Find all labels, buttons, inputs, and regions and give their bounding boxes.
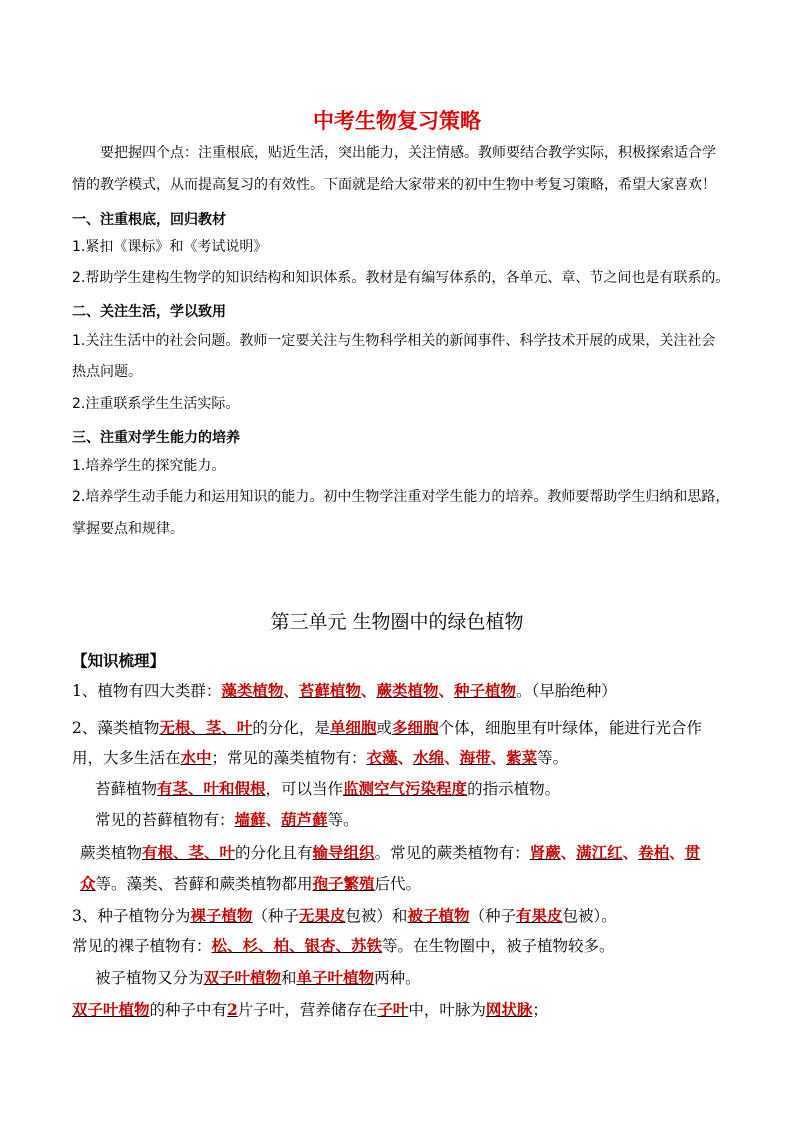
section-1-heading: 一、注重根底，回归教材	[72, 212, 226, 228]
section-2-heading: 二、关注生活，学以致用	[72, 304, 226, 320]
k3-line-3	[95, 966, 421, 988]
keyword: 无根、茎、叶	[159, 718, 253, 737]
text: 中，叶脉为	[408, 1001, 486, 1019]
keyword: 双子叶植物	[72, 1000, 150, 1019]
unit-title: 第三单元 生物圈中的绿色植物	[270, 611, 524, 633]
k3-prefix: 3、种子植物分为	[72, 907, 191, 925]
keyword: 水中	[180, 748, 212, 767]
text: 被子植物又分为	[95, 969, 204, 987]
keyword: 衣藻	[366, 748, 398, 767]
moss-line-1	[95, 777, 560, 799]
text: 包被）和	[345, 907, 408, 925]
keyword: 输导组织	[312, 843, 375, 862]
keyword: 多细胞	[391, 718, 439, 737]
text: 常见的裸子植物有：	[72, 937, 212, 955]
section-3-item-2-line-1: 2.培养学生动手能力和运用知识的能力。初中生物学注重对学生能力的培养。教师要帮助学生归纳和思路，	[72, 489, 730, 505]
text: 的指示植物。	[467, 780, 561, 798]
text: ；常见的藻类植物有：	[211, 749, 367, 767]
keyword: 苔藓植物	[298, 681, 361, 700]
separator: 、	[283, 681, 299, 700]
separator: 、	[622, 843, 639, 862]
text: 两种。	[374, 969, 421, 987]
keyword: 单细胞	[329, 718, 377, 737]
separator: 、	[490, 748, 507, 767]
text: 的分化且有	[235, 844, 313, 862]
fern-line-2	[80, 872, 421, 894]
section-2-item-1-line-2: 热点问题。	[72, 364, 142, 380]
text: 等。在生物圈中，被子植物较多。	[382, 937, 615, 955]
keyword: 2	[227, 1000, 238, 1019]
keyword: 裸子植物	[190, 906, 253, 925]
text: ；	[532, 1001, 548, 1019]
keyword: 肾蕨	[529, 843, 561, 862]
knowledge-heading: 【知识梳理】	[72, 651, 166, 670]
keyword: 被子植物	[407, 906, 470, 925]
text: 常见的苔藓植物有：	[95, 811, 235, 829]
k3-line-2	[72, 934, 615, 956]
text: 的种子中有	[149, 1001, 228, 1019]
keyword: 有茎、叶和假根	[157, 779, 266, 798]
k1-prefix: 1、植物有四大类群：	[72, 682, 222, 700]
text: （种子	[469, 907, 516, 925]
keyword: 子叶	[377, 1000, 409, 1019]
keyword: 藻类植物	[221, 681, 284, 700]
text: （种子	[252, 907, 299, 925]
text: 片子叶，营养储存在	[237, 1001, 378, 1019]
keyword: 单子叶植物	[296, 968, 375, 987]
intro-line-2: 情的教学模式，从而提高复习的有效性。下面就是给大家带来的初中生物中考复习策略，希望大家喜欢！	[72, 177, 716, 193]
keyword: 墙藓	[234, 810, 266, 829]
fern-line-1	[80, 841, 700, 863]
k3-line-4	[72, 998, 548, 1020]
k3-line-1	[72, 904, 617, 926]
keyword: 众	[80, 874, 96, 893]
text: 等。藻类、苔藓和蕨类植物都用	[95, 875, 313, 893]
text: 后代。	[374, 875, 422, 893]
section-3-item-2-line-2: 掌握要点和规律。	[72, 521, 184, 537]
section-2-item-2: 2.注重联系学生生活实际。	[72, 396, 240, 412]
separator: 、	[444, 748, 460, 767]
keyword: 有根、茎、叶	[142, 843, 236, 862]
text: 。常见的蕨类植物有：	[374, 844, 530, 862]
text: 等。	[537, 749, 569, 767]
separator: 、	[397, 748, 414, 767]
keyword: 网状脉	[485, 1000, 533, 1019]
keyword: 水绵	[413, 748, 445, 767]
k2-prefix: 2、藻类植物	[72, 719, 160, 737]
keyword: 双子叶植物	[203, 968, 282, 987]
keyword: 葫芦藓	[281, 810, 328, 829]
section-3-heading: 三、注重对学生能力的培养	[72, 430, 240, 446]
keyword: 海带	[459, 748, 491, 767]
keyword: 种子植物	[453, 681, 516, 700]
text: 包被）。	[562, 907, 617, 925]
separator: 、	[265, 810, 282, 829]
page-title: 中考生物复习策略	[313, 109, 481, 133]
keyword: 松、杉、柏、银杏、苏铁	[211, 936, 383, 955]
text: 苔藓植物	[95, 780, 158, 798]
k2-line-1	[72, 716, 702, 738]
k2-line-2	[72, 746, 568, 768]
section-1-item-1: 1.紧扣《课标》和《考试说明》	[72, 239, 268, 255]
keyword: 贯	[684, 843, 701, 862]
keyword: 监测空气污染程度	[343, 779, 468, 798]
text: 等。	[327, 811, 359, 829]
moss-line-2	[95, 808, 359, 830]
separator: 、	[360, 681, 377, 700]
text: 和	[281, 969, 297, 987]
text: 个体，细胞里有叶绿体，能进行光合作	[438, 719, 702, 737]
text: 或	[376, 719, 392, 737]
section-2-item-1-line-1: 1.关注生活中的社会问题。教师一定要关注与生物科学相关的新闻事件、科学技术开展的成果，关注社会	[72, 333, 716, 349]
k1-suffix: 。（早胎绝种）	[515, 682, 617, 700]
intro-line-1: 要把握四个点：注重根底，贴近生活，突出能力，关注情感。教师要结合教学实际，积极探索适合学	[100, 145, 716, 161]
keyword: 孢子繁殖	[312, 874, 375, 893]
keyword: 无果皮	[298, 906, 346, 925]
text: 用，大多生活在	[72, 749, 181, 767]
keyword: 卷柏	[638, 843, 670, 862]
k1-line	[72, 679, 617, 701]
keyword: 满江红	[576, 843, 623, 862]
keyword: 有果皮	[515, 906, 563, 925]
separator: 、	[560, 843, 577, 862]
text: ，可以当作	[265, 780, 344, 798]
text: 的分化，是	[252, 719, 330, 737]
section-3-item-1: 1.培养学生的探究能力。	[72, 458, 226, 474]
separator: 、	[438, 681, 454, 700]
text: 蕨类植物	[80, 844, 143, 862]
section-1-item-2: 2.帮助学生建构生物学的知识结构和知识体系。教材是有编写体系的，各单元、章、节之间也是有联系的。	[72, 270, 730, 286]
keyword: 蕨类植物	[376, 681, 439, 700]
keyword: 紫菜	[506, 748, 538, 767]
separator: 、	[669, 843, 685, 862]
